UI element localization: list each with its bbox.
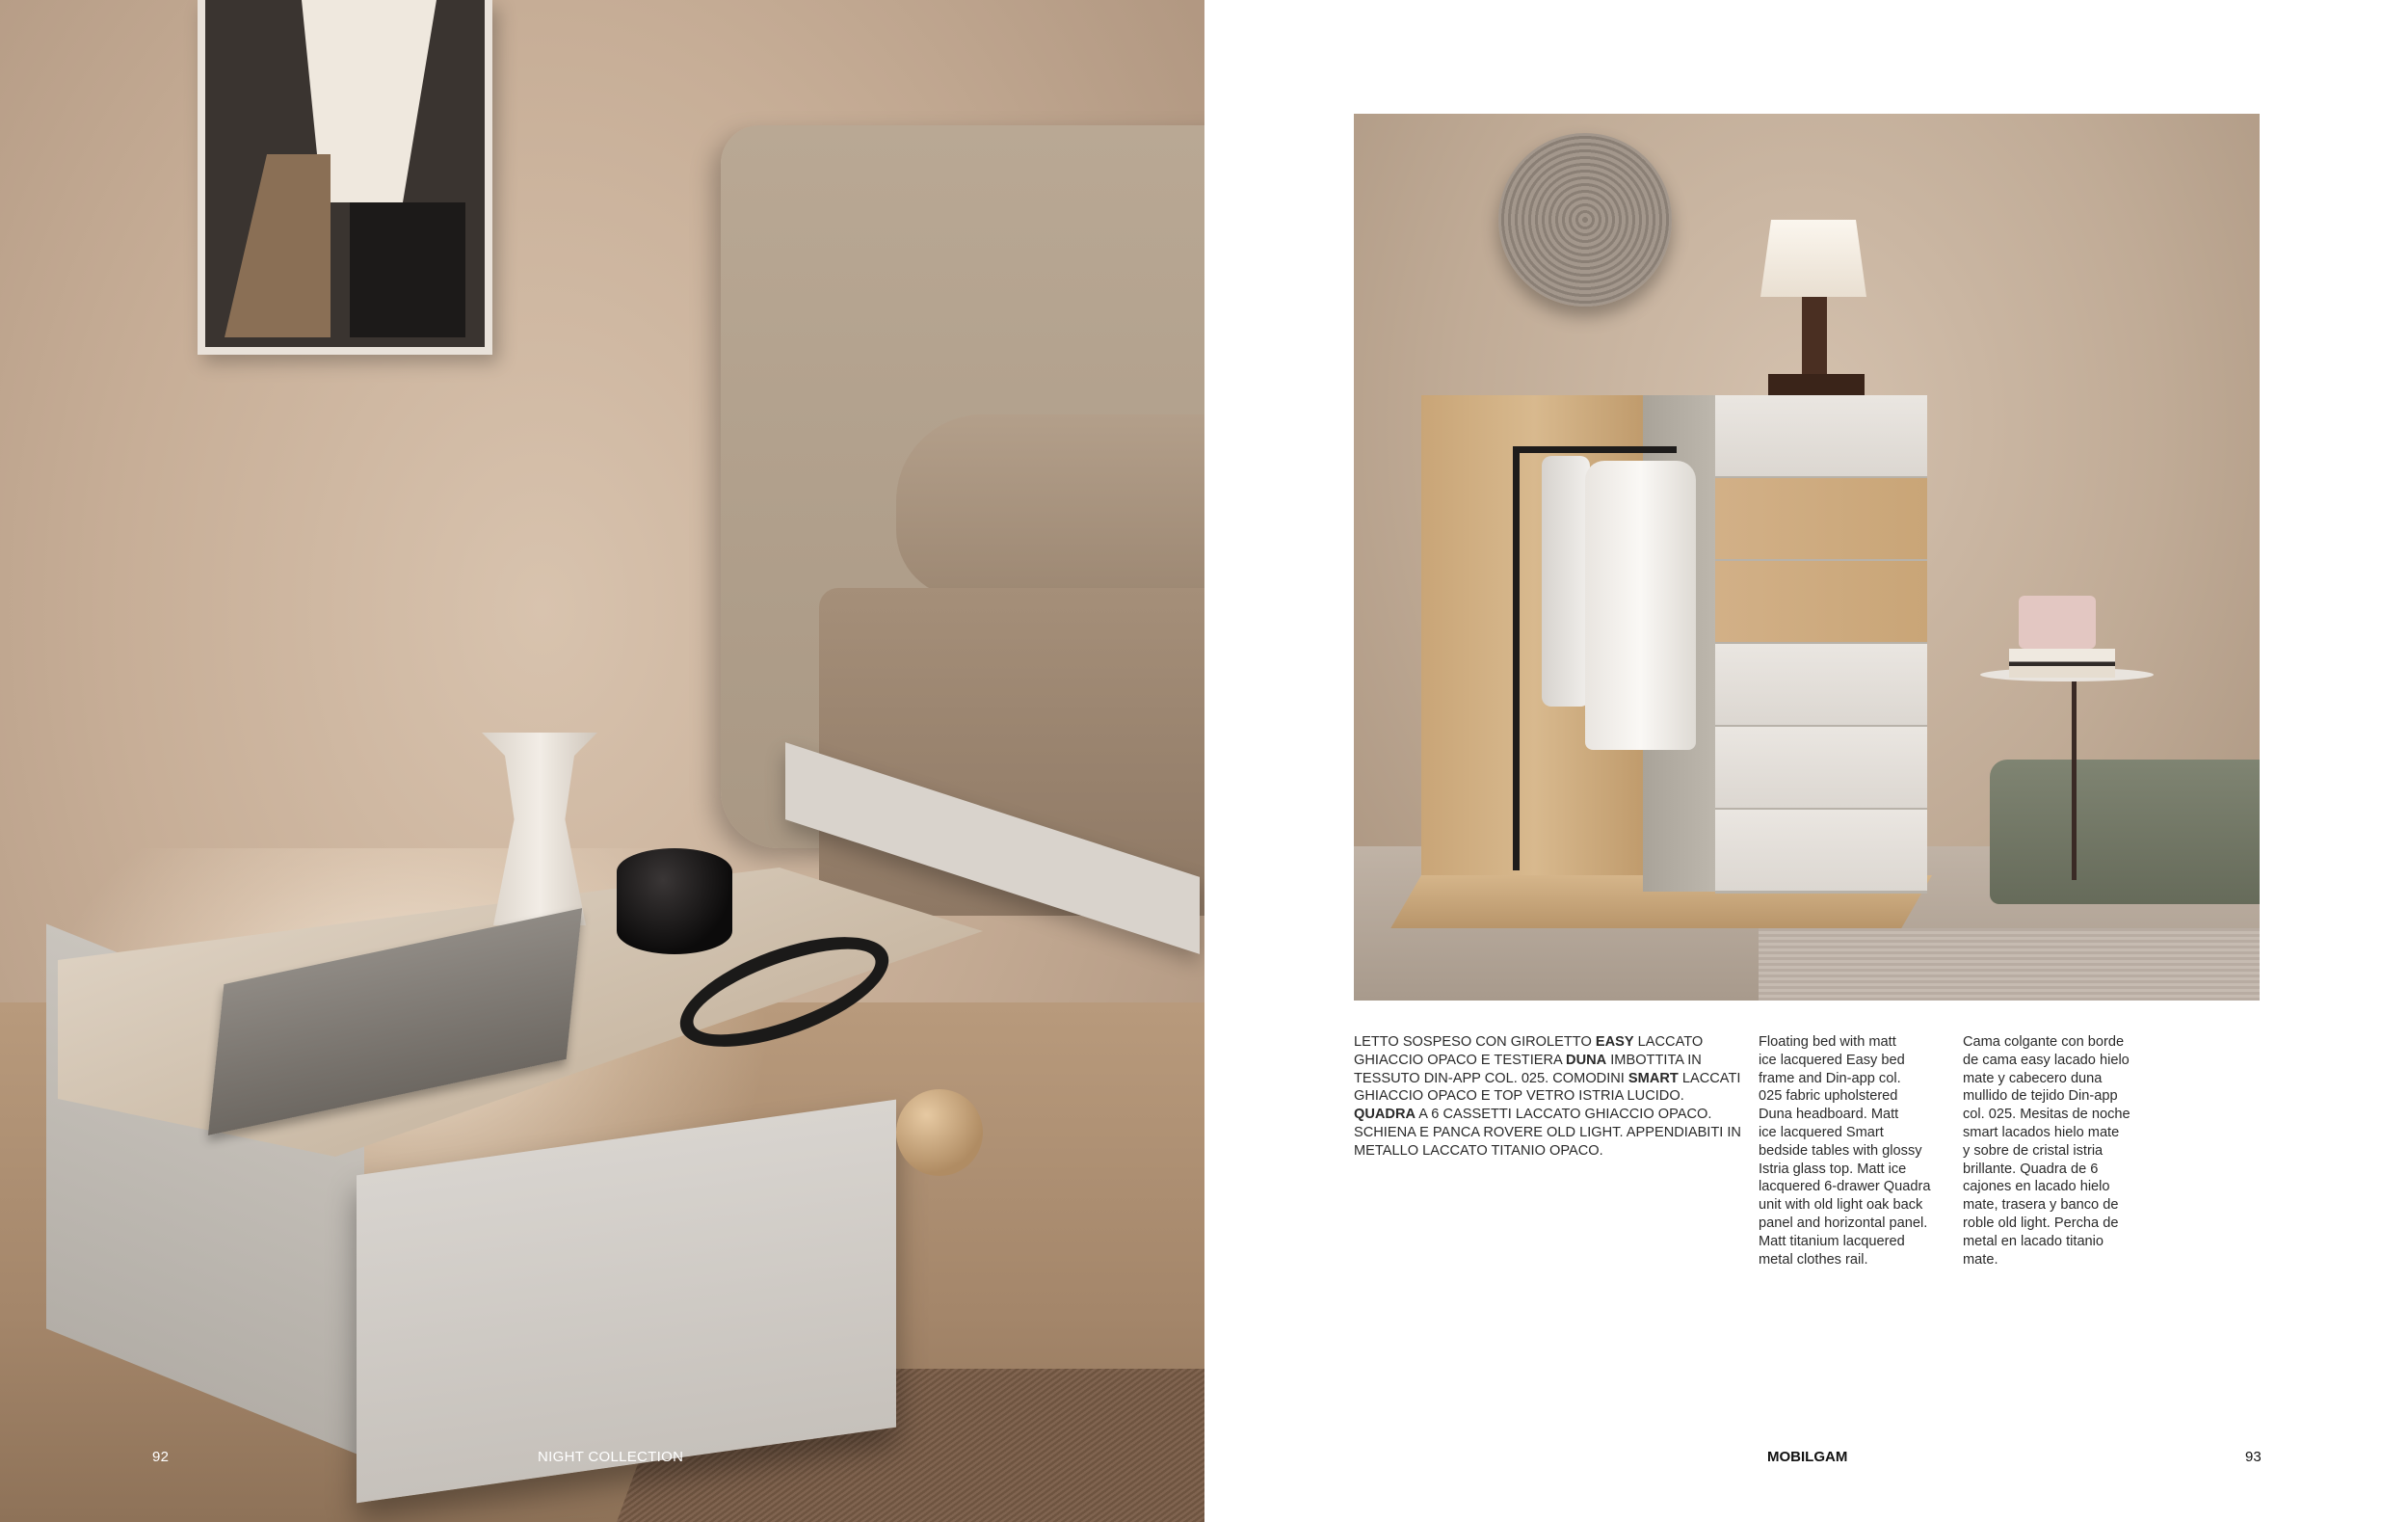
caption-line: bedside tables with glossy <box>1759 1142 1922 1159</box>
stacked-books <box>2009 649 2115 678</box>
clothes-rail-post <box>1513 446 1520 870</box>
section-title: NIGHT COLLECTION <box>538 1449 684 1465</box>
caption-line: unit with old light oak back <box>1759 1197 1923 1214</box>
caption-line: de cama easy lacado hielo <box>1963 1052 2130 1068</box>
quadra-6-drawer-unit <box>1715 395 1927 892</box>
brand-name: MOBILGAM <box>1767 1449 1848 1465</box>
clothes-rail-bar <box>1513 446 1677 453</box>
drawer <box>1715 727 1927 811</box>
caption-line: metal en lacado titanio <box>1963 1233 2104 1249</box>
bed <box>1990 760 2260 904</box>
drawer <box>1715 395 1927 479</box>
caption-line: panel and horizontal panel. <box>1759 1215 1928 1231</box>
caption-line: cajones en lacado hielo <box>1963 1179 2110 1195</box>
drawer <box>1715 478 1927 562</box>
caption-line: ice lacquered Easy bed <box>1759 1052 1905 1068</box>
black-jar <box>617 848 732 954</box>
decorative-wall-plate <box>1498 133 1672 307</box>
caption-line: smart lacados hielo mate <box>1963 1124 2120 1140</box>
caption-line: lacquered 6-drawer Quadra <box>1759 1179 1931 1195</box>
caption-text: GHIACCIO OPACO E TOP VETRO ISTRIA LUCIDO. <box>1354 1088 1684 1105</box>
page-number-right: 93 <box>2245 1449 2262 1465</box>
caption-line: mate, trasera y banco de <box>1963 1197 2119 1214</box>
caption-line: mullido de tejido Din-app <box>1963 1088 2118 1105</box>
drawer <box>1715 810 1927 894</box>
caption-line <box>1354 1142 1715 1161</box>
caption-line: 025 fabric upholstered <box>1759 1088 1898 1105</box>
caption-text: SCHIENA E PANCA ROVERE OLD LIGHT. APPENDIABITI IN <box>1354 1124 1741 1140</box>
bedroom-photo-right <box>1354 114 2260 1001</box>
side-table-leg <box>2072 678 2077 880</box>
caption-line <box>1354 1087 1715 1106</box>
caption-line: ice lacquered Smart <box>1759 1124 1884 1140</box>
caption-line: y sobre de cristal istria <box>1963 1142 2104 1159</box>
caption-line: mate y cabecero duna <box>1963 1070 2103 1086</box>
product-name: SMART <box>1627 1070 1679 1086</box>
ceramic-vase <box>482 733 597 925</box>
table-lamp-base <box>1768 374 1865 395</box>
table-lamp-shade <box>1760 220 1866 297</box>
page-number-left: 92 <box>152 1449 170 1465</box>
wall-artwork <box>198 0 492 355</box>
caption-line: Matt titanium lacquered <box>1759 1233 1905 1249</box>
caption-italian <box>1354 1033 1741 1161</box>
caption-line <box>1354 1070 1741 1088</box>
caption-line: Cama colgante con borde <box>1963 1034 2125 1050</box>
caption-line: roble old light. Percha de <box>1963 1215 2119 1231</box>
caption-text: IMBOTTITA IN <box>1606 1052 1702 1068</box>
caption-line: metal clothes rail. <box>1759 1251 1868 1268</box>
caption-text: TESSUTO DIN-APP COL. 025. COMODINI <box>1354 1070 1628 1086</box>
handbag <box>2019 596 2096 649</box>
caption-text: LETTO SOSPESO CON GIROLETTO <box>1354 1034 1596 1050</box>
caption-text: METALLO LACCATO TITANIO OPACO. <box>1354 1142 1603 1159</box>
drawer <box>1715 561 1927 645</box>
caption-line <box>1354 1033 1715 1052</box>
pillow <box>896 414 1204 598</box>
caption-line: frame and Din-app col. <box>1759 1070 1901 1086</box>
caption-line <box>1354 1124 1741 1142</box>
product-name: DUNA <box>1566 1052 1607 1068</box>
caption-text: A 6 CASSETTI LACCATO GHIACCIO OPACO. <box>1416 1107 1712 1123</box>
hanging-shirt <box>1585 461 1696 750</box>
caption-line: col. 025. Mesitas de noche <box>1963 1107 2130 1123</box>
product-name: EASY <box>1595 1034 1634 1050</box>
caption-line <box>1354 1052 1715 1070</box>
product-name: QUADRA <box>1354 1107 1416 1123</box>
caption-line: Istria glass top. Matt ice <box>1759 1161 1907 1177</box>
caption-spanish <box>1963 1033 2141 1268</box>
caption-text: LACCATI <box>1678 1070 1741 1086</box>
hanging-scarf <box>1542 456 1590 707</box>
caption-line: Floating bed with matt <box>1759 1034 1896 1050</box>
caption-line: mate. <box>1963 1251 1998 1268</box>
caption-line <box>1354 1106 1715 1124</box>
caption-text: GHIACCIO OPACO E TESTIERA <box>1354 1052 1567 1068</box>
drawer <box>1715 644 1927 728</box>
right-page <box>1204 0 2408 1522</box>
table-lamp-body <box>1802 297 1827 379</box>
rug <box>1759 928 2260 1001</box>
caption-english <box>1759 1033 1937 1268</box>
caption-line: brillante. Quadra de 6 <box>1963 1161 2099 1177</box>
caption-line: Duna headboard. Matt <box>1759 1107 1899 1123</box>
wooden-ball <box>896 1089 983 1176</box>
caption-text: LACCATO <box>1633 1034 1704 1050</box>
